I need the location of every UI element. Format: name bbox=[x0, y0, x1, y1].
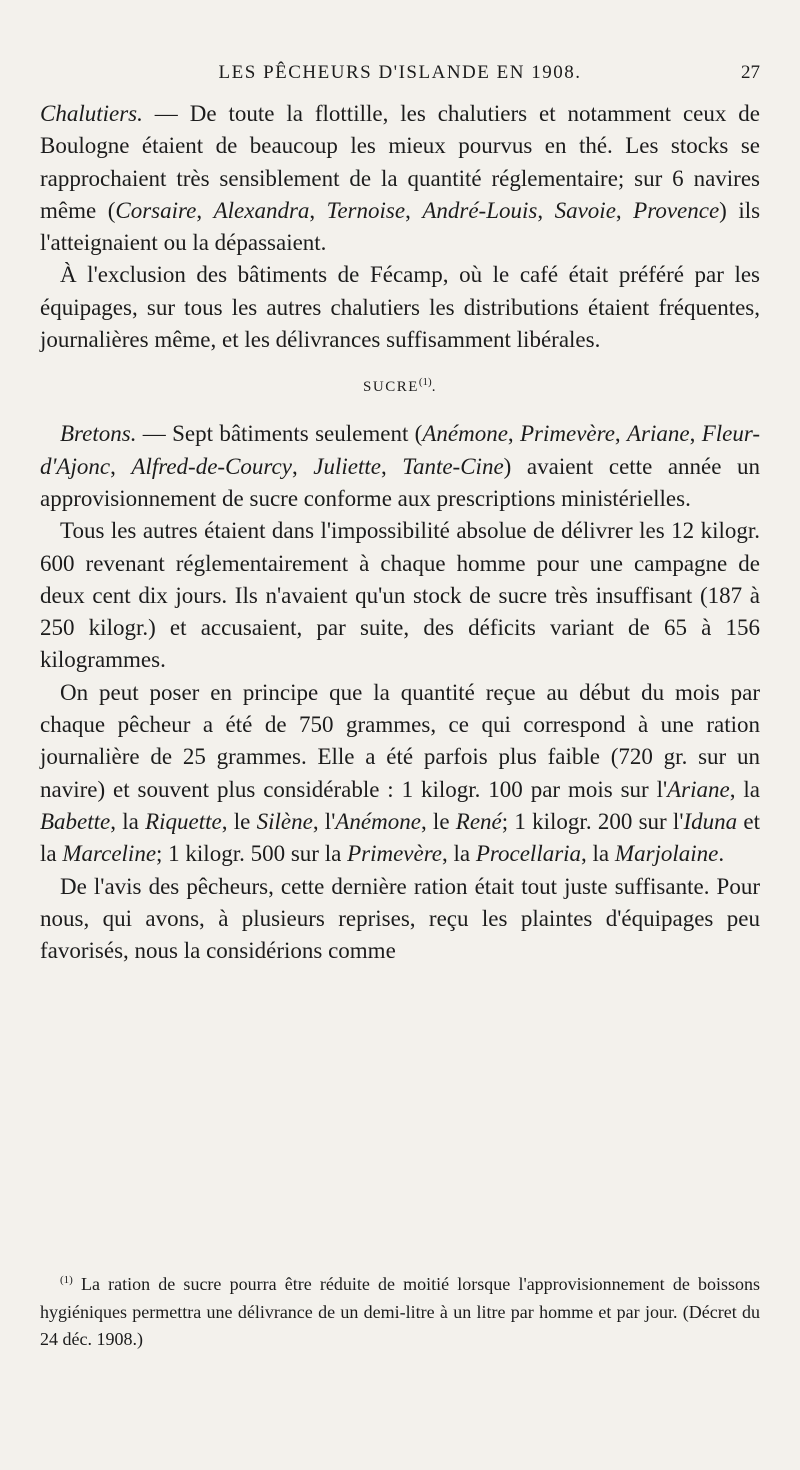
text-run: , bbox=[196, 197, 214, 223]
paragraph-bretons bbox=[40, 418, 760, 515]
paragraph-fecamp: À l'exclusion des bâtiments de Fécamp, où le café était préféré par les équipages, sur tous les autres chalutiers les distributions étaient fréquentes, journalières même, et les délivrances suffisamment libérales. bbox=[40, 262, 760, 353]
ship-name: Anémone bbox=[422, 421, 508, 447]
ship-name: André-Louis bbox=[422, 197, 538, 223]
text-run: , bbox=[380, 453, 403, 479]
text-run: , bbox=[615, 197, 634, 223]
text-run: , l' bbox=[312, 808, 336, 834]
ship-name: Iduna bbox=[683, 808, 738, 834]
ship-name: Corsaire bbox=[115, 197, 197, 223]
text-run: — Sept bâtiments seulement ( bbox=[136, 421, 423, 447]
text-run: , bbox=[614, 421, 627, 447]
paragraph-deficits: Tous les autres étaient dans l'impossibilité absolue de délivrer les 12 kilogr. 600 revenant réglementairement à chaque homme pour une campagne de deux cent dix jours. Ils n'avaient qu'un stock de sucre très insuffisant (187 à 250 kilogr.) et accusaient, par suite, des déficits variant de 65 à 156 kilogrammes. bbox=[40, 518, 760, 673]
ship-name: Marjolaine bbox=[614, 841, 719, 867]
text-run: . bbox=[718, 841, 725, 867]
text-run: ) avaient cette année un approvisionnement de sucre conforme aux prescriptions ministérielles. bbox=[40, 453, 761, 511]
text-run: , bbox=[110, 453, 132, 479]
ship-name: Alfred-de-Courcy bbox=[131, 453, 292, 479]
ship-name: Riquette bbox=[145, 808, 222, 834]
text-run: , bbox=[309, 197, 327, 223]
ship-name: Ternoise bbox=[326, 197, 406, 223]
text-run: , bbox=[537, 197, 555, 223]
text-run: , la bbox=[110, 808, 146, 834]
book-page bbox=[40, 62, 760, 1452]
ship-name: Ariane bbox=[627, 421, 690, 447]
footnote-text: La ration de sucre pourra être réduite de moitié lorsque l'approvisionnement de boissons hygiéniques permettra une délivrance de un demi-litre à un litre par homme et par jour. (Décret du 24 déc. 1908.) bbox=[40, 1274, 760, 1349]
paragraph-lead: Bretons. bbox=[60, 421, 137, 447]
text-run: , la bbox=[581, 841, 615, 867]
text-run: ; 1 kilogr. 500 sur la bbox=[156, 841, 348, 867]
text-run: , le bbox=[221, 808, 257, 834]
text-run: ) ils l'atteignaient ou la dépassaient. bbox=[40, 197, 761, 256]
ship-name: Babette bbox=[40, 808, 111, 834]
ship-name: Tante-Cine bbox=[402, 453, 504, 479]
section-heading-sucre bbox=[40, 376, 760, 396]
paragraph-rations bbox=[40, 677, 760, 871]
text-run: et la bbox=[40, 808, 760, 867]
section-title-end: . bbox=[431, 379, 437, 396]
text-run: , le bbox=[420, 808, 456, 834]
ship-name: Savoie bbox=[554, 197, 616, 223]
text-run: ; 1 kilogr. 200 sur l' bbox=[501, 808, 684, 834]
ship-name: René bbox=[455, 808, 502, 834]
page-number: 27 bbox=[741, 62, 760, 83]
ship-name: Ariane bbox=[667, 776, 730, 802]
footnote-marker: (1) bbox=[60, 1274, 73, 1286]
text-run: , bbox=[405, 197, 423, 223]
running-head bbox=[40, 62, 760, 98]
ship-name: Alexandra bbox=[213, 197, 310, 223]
text-run: On peut poser en principe que la quantité reçue au début du mois par chaque pêcheur a été de 750 grammes, ce qui correspond à une ration journalière de 25 grammes. Elle a été parfois plus faible (720 gr. sur un navire) et souvent plus considérable : 1 kilogr. 100 par mois sur l' bbox=[40, 679, 760, 802]
ship-name: Anémone bbox=[335, 808, 421, 834]
paragraph-chalutiers bbox=[40, 98, 760, 259]
footnote-reference: (1) bbox=[418, 376, 432, 389]
ship-name: Primevère bbox=[347, 841, 442, 867]
ship-name: Procellaria bbox=[475, 841, 582, 867]
ship-name: Silène bbox=[256, 808, 313, 834]
section-title: SUCRE bbox=[363, 379, 419, 396]
ship-name: Fleur-d'Ajonc bbox=[40, 421, 760, 479]
ship-name: Juliette bbox=[313, 453, 381, 479]
ship-name: Marceline bbox=[62, 841, 157, 867]
running-title: LES PÊCHEURS D'ISLANDE EN 1908. bbox=[218, 62, 582, 83]
footnote bbox=[40, 1267, 760, 1354]
text-run: , la bbox=[442, 841, 476, 867]
text-run: , bbox=[507, 421, 520, 447]
text-run: , bbox=[689, 421, 702, 447]
text-run: , la bbox=[729, 776, 760, 802]
ship-name: Provence bbox=[633, 197, 720, 223]
text-run: , bbox=[291, 453, 314, 479]
paragraph-avis-pecheurs: De l'avis des pêcheurs, cette dernière ration était tout juste suffisante. Pour nous, qui avons, à plusieurs reprises, reçu les plaintes d'équipages peu favorisés, nous la considérions comme bbox=[40, 873, 760, 964]
ship-name: Primevère bbox=[519, 421, 615, 447]
text-run: — De toute la flottille, les chalutiers et notamment ceux de Boulogne étaient de beaucoup les mieux pourvus en thé. Les stocks se rapprochaient très sensiblement de la quantité réglementaire; sur 6 navires même ( bbox=[40, 101, 760, 223]
paragraph-lead: Chalutiers. bbox=[40, 101, 143, 126]
